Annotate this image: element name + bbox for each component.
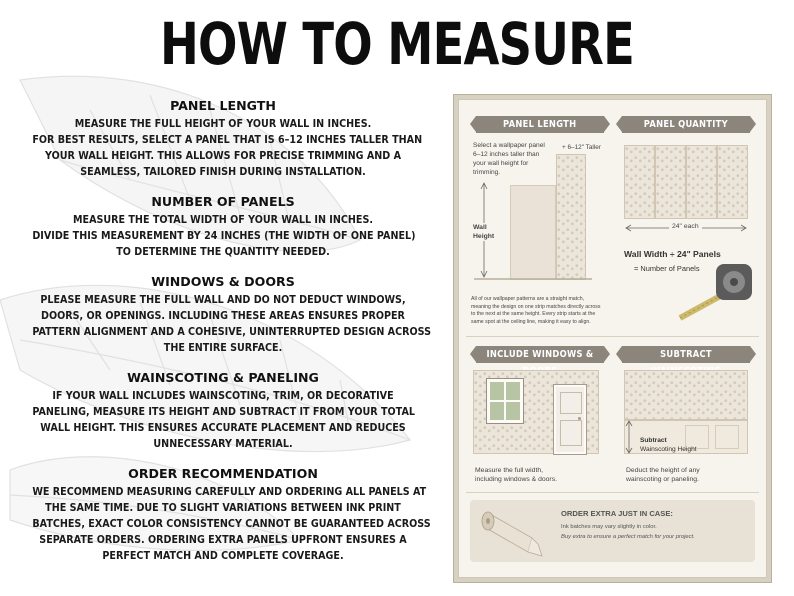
section-line: DIVIDE THIS MEASUREMENT BY 24 INCHES (THE WIDTH OF ONE PANEL) <box>32 230 416 242</box>
section-line: BATCHES, EXACT COLOR CONSISTENCY CANNOT BE GUARANTEED ACROSS <box>32 518 431 530</box>
wainscoting-arrow <box>624 420 638 454</box>
section-heading: WAINSCOTING & PANELING <box>127 370 319 385</box>
wainscoting-caption: Deduct the height of any wainscoting or paneling. <box>626 467 700 483</box>
straight-match-note: All of our wallpaper patterns are a straight match, meaning the design on one strip matches directly across to the next at the same height. Every strip starts at the same spot at the ceiling line, making it easy to align. <box>471 296 601 325</box>
section-windows-doors <box>18 274 431 356</box>
panel-strip <box>624 145 655 219</box>
windows-caption: Measure the full width, including windows & doors. <box>475 467 557 483</box>
section-line: WE RECOMMEND MEASURING CAREFULLY AND ORDERING ALL PANELS AT <box>32 486 427 498</box>
order-extra-title: ORDER EXTRA JUST IN CASE: <box>561 509 673 518</box>
header-panel-quantity: PANEL QUANTITY <box>622 116 750 133</box>
section-line: UNNECESSARY MATERIAL. <box>153 438 293 450</box>
each-label: 24" each <box>669 223 702 230</box>
order-extra-line2: Buy extra to ensure a perfect match for your project. <box>561 534 695 540</box>
section-line: TO DETERMINE THE QUANTITY NEEDED. <box>116 246 330 258</box>
panel-strip <box>717 145 748 219</box>
section-line: IF YOUR WALL INCLUDES WAINSCOTING, TRIM, OR DECORATIVE <box>52 390 394 402</box>
section-line: MEASURE THE FULL HEIGHT OF YOUR WALL IN INCHES. <box>74 118 372 130</box>
section-line: SEPARATE ORDERS. ORDERING EXTRA PANELS UPFRONT ENSURES A <box>39 534 407 546</box>
wall-height-label: Wall Height <box>473 224 495 240</box>
panel-strip <box>686 145 717 219</box>
section-heading: WINDOWS & DOORS <box>151 274 295 289</box>
tape-measure-icon <box>676 258 756 326</box>
upper-wall <box>624 370 748 420</box>
section-line: THE ENTIRE SURFACE. <box>163 342 283 354</box>
header-panel-length: PANEL LENGTH <box>476 116 604 133</box>
wallpaper-roll-icon <box>476 504 546 560</box>
select-panel-note: Select a wallpaper panel 6–12 inches taller than your wall height for trimming. <box>473 142 545 176</box>
section-line: PATTERN ALIGNMENT AND A COHESIVE, UNINTERRUPTED DESIGN ACROSS <box>32 326 431 338</box>
section-line: YOUR WALL HEIGHT. THIS ALLOWS FOR PRECISE TRIMMING AND A <box>44 150 401 162</box>
header-wainscoting: SUBTRACT <box>622 346 750 363</box>
section-number-of-panels <box>18 194 428 260</box>
section-line: PLEASE MEASURE THE FULL WALL AND DO NOT DEDUCT WINDOWS, <box>40 294 406 306</box>
taller-label: + 6–12" Taller <box>562 144 601 151</box>
header-windows-doors: INCLUDE WINDOWS & <box>476 346 604 363</box>
section-wainscoting <box>18 370 428 452</box>
order-extra-line1: Ink batches may vary slightly in color. <box>561 524 657 530</box>
window-icon <box>487 379 523 423</box>
section-panel-length <box>18 98 428 180</box>
wainscoting-label: Subtract Wainscoting Height <box>640 437 697 453</box>
panel-formula: Wall Width ÷ 24" Panels <box>624 249 721 259</box>
panel-formula-result: = Number of Panels <box>634 264 700 273</box>
divider <box>466 492 759 493</box>
instructions-column <box>18 98 431 578</box>
section-line: PANELING, MEASURE ITS HEIGHT AND SUBTRACT IT FROM YOUR TOTAL <box>32 406 415 418</box>
section-order-recommendation <box>18 466 431 564</box>
section-line: DOORS, OR OPENINGS. INCLUDING THESE AREAS ENSURES PROPER <box>41 310 405 322</box>
panel-strip <box>655 145 686 219</box>
door-icon <box>554 385 586 454</box>
section-line: SEAMLESS, TAILORED FINISH DURING INSTALLATION. <box>80 166 366 178</box>
section-line: FOR BEST RESULTS, SELECT A PANEL THAT IS 6–12 INCHES TALLER THAN <box>32 134 423 146</box>
section-heading: PANEL LENGTH <box>170 98 276 113</box>
section-line: WALL HEIGHT. THIS ENSURES ACCURATE PLACEMENT AND REDUCES <box>40 422 406 434</box>
section-line: THE SAME TIME. DUE TO SLIGHT VARIATIONS BETWEEN INK PRINT <box>45 502 401 514</box>
page-title: HOW TO MEASURE <box>160 10 634 78</box>
divider <box>466 336 759 337</box>
section-line: PERFECT MATCH AND COMPLETE COVERAGE. <box>102 550 344 562</box>
section-heading: ORDER RECOMMENDATION <box>128 466 318 481</box>
section-line: MEASURE THE TOTAL WIDTH OF YOUR WALL IN INCHES. <box>72 214 374 226</box>
section-heading: NUMBER OF PANELS <box>151 194 295 209</box>
